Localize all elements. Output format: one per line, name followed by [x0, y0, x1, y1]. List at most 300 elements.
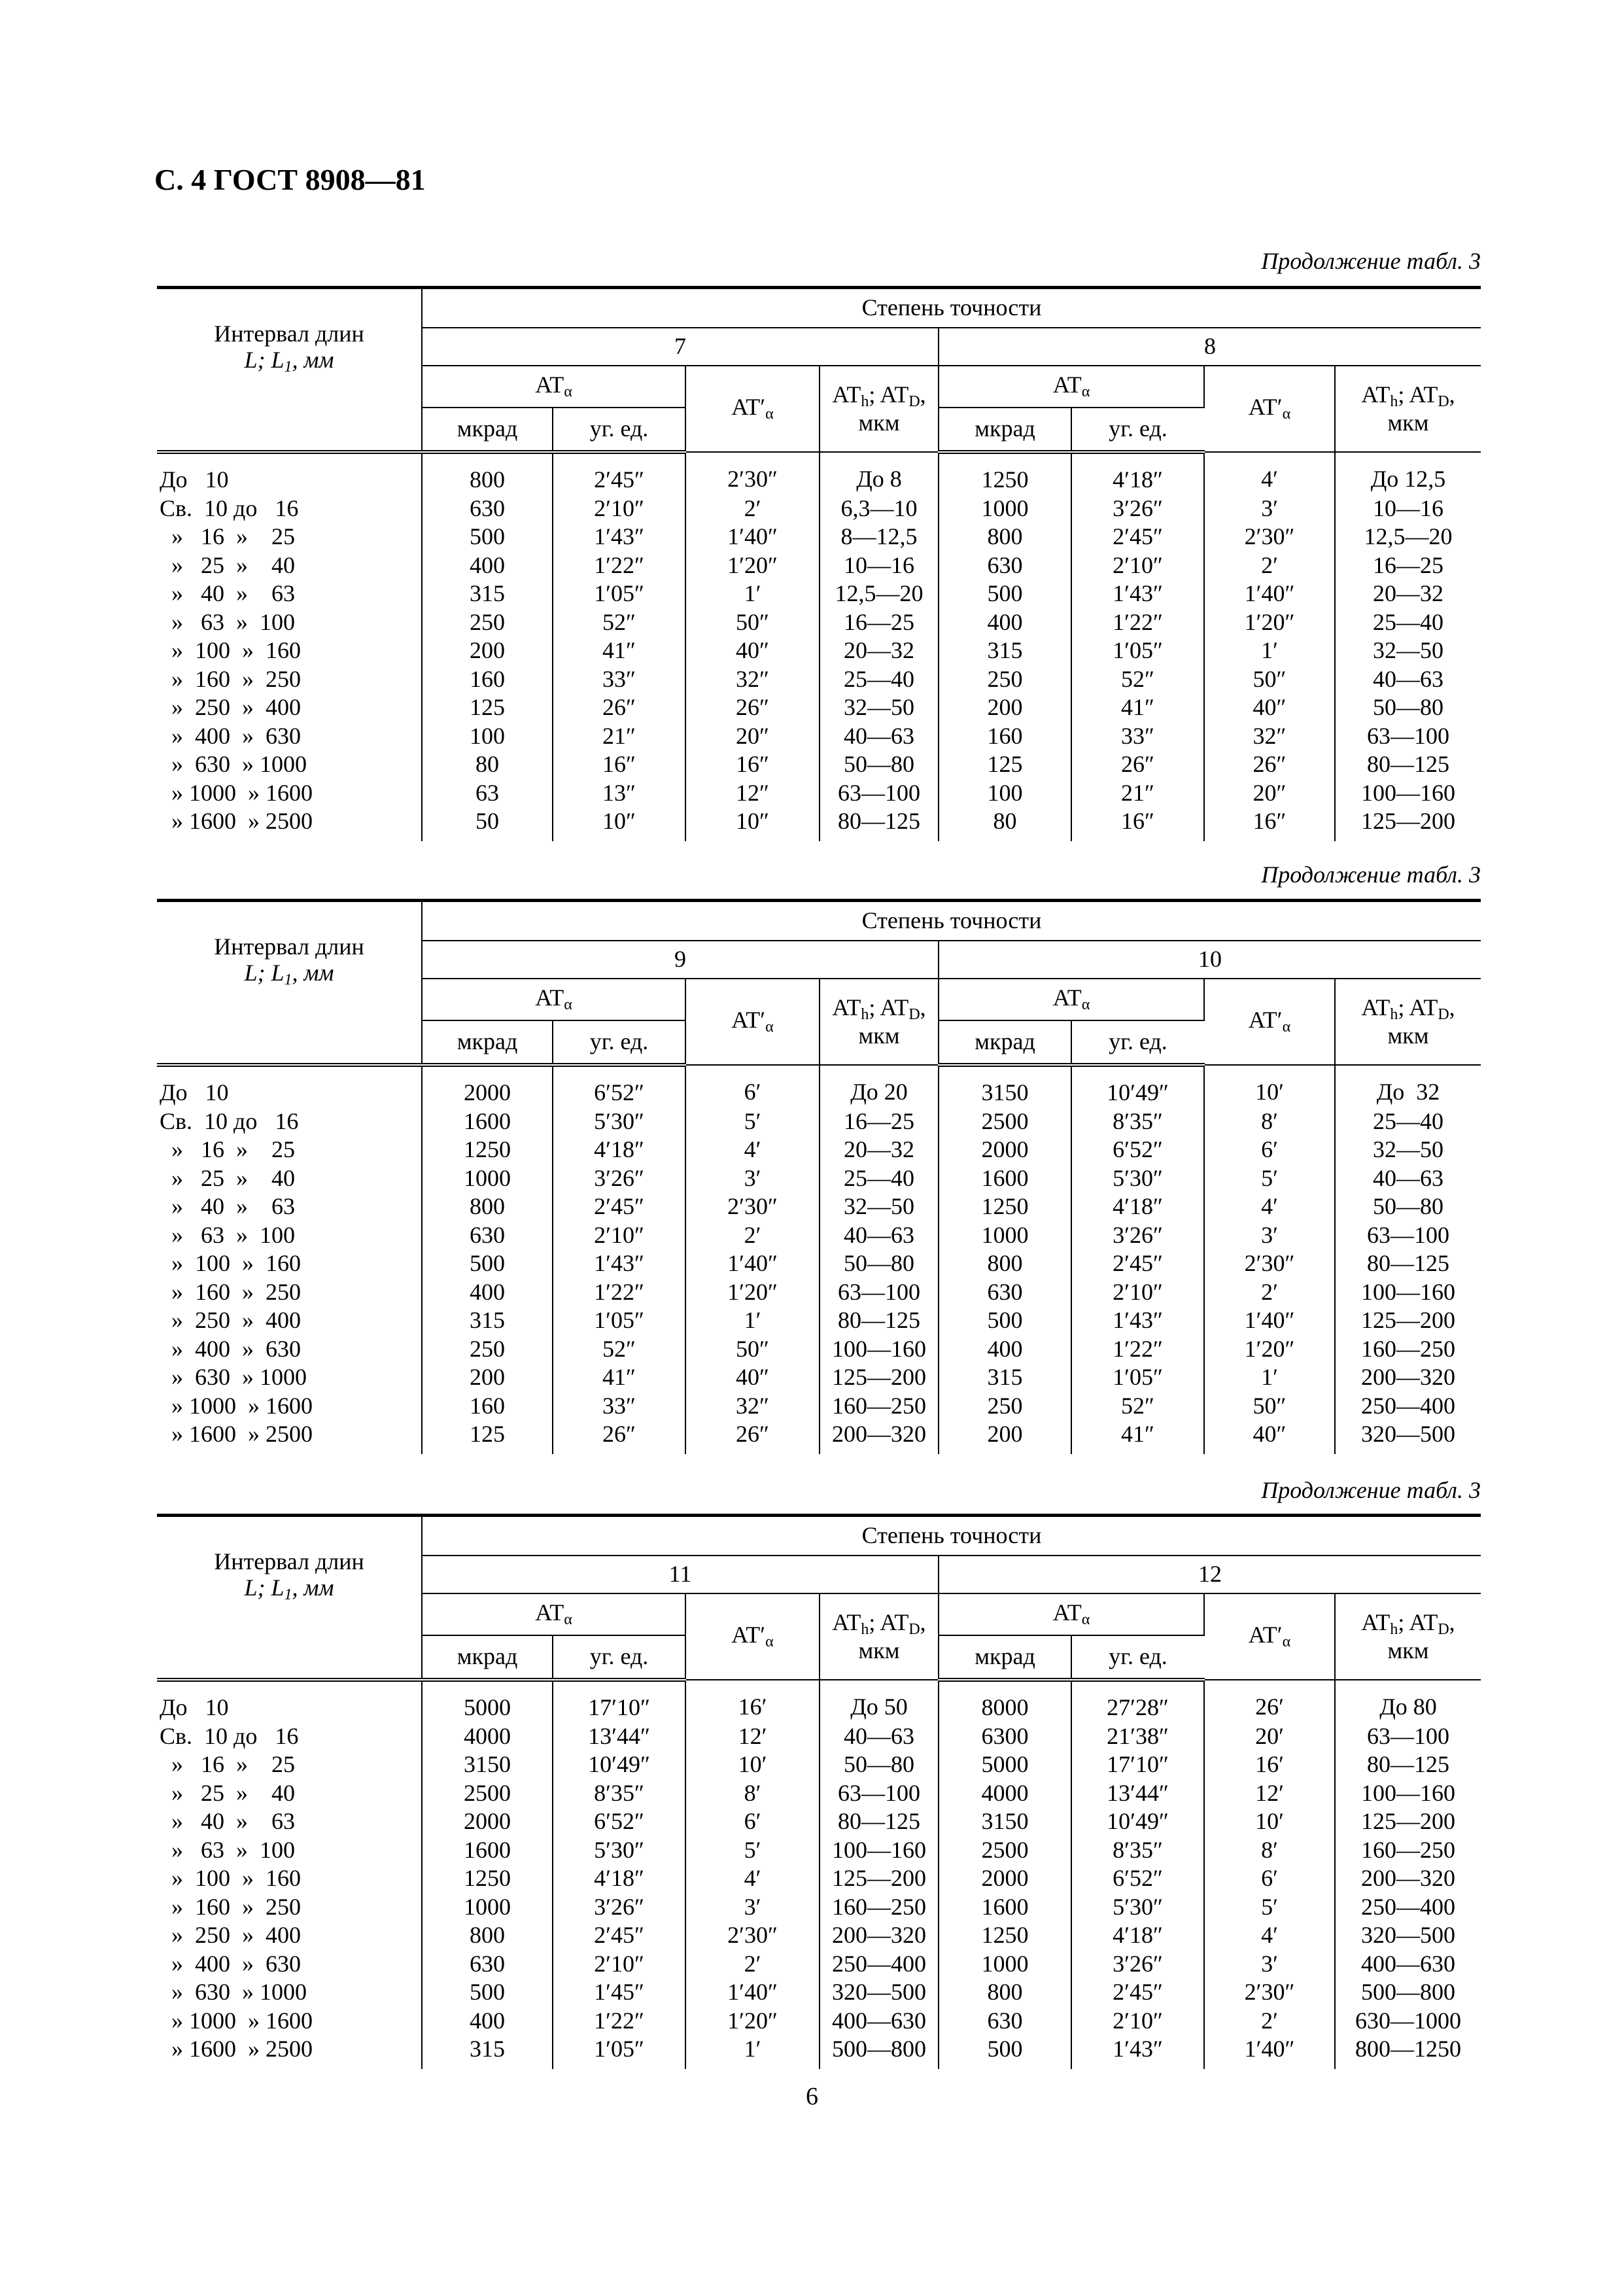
page-header: С. 4 ГОСТ 8908—81	[154, 163, 426, 196]
mkrad-cell: 3150	[422, 1750, 553, 1779]
table-row	[157, 1221, 1481, 1250]
mkrad-cell: 400	[422, 551, 553, 580]
table-row	[157, 1978, 1481, 2007]
table-row	[157, 1950, 1481, 1979]
table-row	[157, 1335, 1481, 1364]
mkrad-cell: 200	[939, 1420, 1071, 1454]
degree-right: 12	[939, 1556, 1481, 1593]
mkrad-cell: 250	[422, 1335, 553, 1364]
mkrad-cell: 1250	[422, 1864, 553, 1893]
interval-cell: » 16 » 25	[157, 1750, 422, 1779]
ug-ed-cell: 26″	[1071, 750, 1204, 779]
at-h-d-label: $AT_h$; $AT_D$, мкм	[1361, 1609, 1455, 1663]
interval-unit: L; $L_1$, мм	[244, 1574, 334, 1603]
at-h-d-cell: 320—500	[820, 1978, 939, 2007]
at-h-d-cell: 12,5—20	[820, 580, 939, 608]
at-alpha-prime-cell: 2′30″	[1204, 523, 1335, 551]
ug-ed-cell: 2′45″	[1071, 1249, 1204, 1278]
ug-ed-cell: 41″	[553, 636, 685, 665]
mkrad-cell: 800	[939, 523, 1071, 551]
at-h-d-cell: 63—100	[1367, 1722, 1449, 1749]
ug-ed-cell: 6′52″	[553, 1065, 685, 1107]
ug-ed-cell: 2′45″	[1071, 1978, 1204, 2007]
at-h-d-cell: 80—125	[820, 807, 939, 841]
degree-header: Степень точности	[422, 288, 1481, 328]
ug-ed-cell: 1′43″	[1071, 580, 1204, 608]
ug-ed-cell: 6′52″	[1071, 1864, 1204, 1893]
ug-ed-cell: 6′52″	[1071, 1136, 1204, 1164]
at-h-d-cell: 320—500	[1361, 1922, 1455, 1948]
table-row	[157, 1249, 1481, 1278]
at-h-d-cell: 6,3—10	[820, 495, 939, 523]
table-row	[157, 636, 1481, 665]
ug-ed-cell: 13′44″	[553, 1722, 685, 1751]
at-alpha-prime-cell: 3′	[1204, 1221, 1335, 1250]
at-alpha-prime-label: $AT'_\alpha$	[1248, 1622, 1291, 1651]
at-alpha-prime-cell: 32″	[685, 665, 820, 694]
ug-ed-cell: 3′26″	[1071, 1950, 1204, 1979]
interval-cell: Св. 10 до 16	[157, 495, 422, 523]
ug-ed-cell: 1′43″	[553, 523, 685, 551]
interval-cell: » 100 » 160	[157, 636, 422, 665]
ug-ed-cell: 5′30″	[1071, 1893, 1204, 1922]
mkrad-header: мкрад	[422, 408, 553, 452]
table-row	[157, 1893, 1481, 1922]
mkrad-cell: 1000	[939, 1221, 1071, 1250]
table-row	[157, 779, 1481, 808]
at-alpha-prime-cell: 1′40″	[685, 1249, 820, 1278]
ug-ed-cell: 13″	[553, 779, 685, 808]
ug-ed-cell: 13′44″	[1071, 1779, 1204, 1808]
ug-ed-cell: 1′43″	[553, 1249, 685, 1278]
table-row	[157, 1921, 1481, 1950]
at-h-d-cell: 63—100	[820, 1278, 939, 1307]
mkrad-header: мкрад	[422, 1635, 553, 1680]
at-h-d-cell: 125—200	[1361, 1808, 1455, 1834]
mkrad-cell: 1250	[939, 452, 1071, 495]
ug-ed-header: уг. ед.	[553, 1635, 685, 1680]
at-h-d-cell: 160—250	[1361, 1836, 1455, 1863]
ug-ed-cell: 4′18″	[1071, 1192, 1204, 1221]
ug-ed-cell: 4′18″	[1071, 452, 1204, 495]
mkrad-cell: 125	[939, 750, 1071, 779]
table-row	[157, 1807, 1481, 1836]
at-alpha-label: $AT_\alpha$	[535, 372, 572, 401]
at-alpha-prime-cell: 16″	[1204, 807, 1335, 841]
interval-cell: » 630 » 1000	[157, 1363, 422, 1392]
mkrad-cell: 5000	[422, 1680, 553, 1722]
mkrad-header: мкрад	[939, 1635, 1071, 1680]
ug-ed-cell: 3′26″	[1071, 495, 1204, 523]
at-h-d-label: $AT_h$; $AT_D$, мкм	[1361, 381, 1455, 436]
mkrad-cell: 500	[939, 2035, 1071, 2069]
ug-ed-cell: 10′49″	[1071, 1807, 1204, 1836]
table-row	[157, 693, 1481, 722]
at-alpha-prime-cell: 3′	[685, 1893, 820, 1922]
ug-ed-cell: 41″	[553, 1363, 685, 1392]
at-alpha-prime-label: $AT'_\alpha$	[1248, 394, 1291, 423]
ug-ed-cell: 5′30″	[553, 1107, 685, 1136]
ug-ed-cell: 17′10″	[1071, 1750, 1204, 1779]
mkrad-cell: 63	[422, 779, 553, 808]
interval-header: Интервал длин L; $L_1$, мм	[157, 901, 422, 1021]
mkrad-cell: 630	[939, 551, 1071, 580]
ug-ed-cell: 16″	[553, 750, 685, 779]
at-alpha-prime-cell: 10′	[1204, 1807, 1335, 1836]
at-h-d-cell: 50—80	[820, 750, 939, 779]
at-alpha-prime-cell: 10′	[1204, 1065, 1335, 1107]
table-row	[157, 551, 1481, 580]
ug-ed-cell: 3′26″	[553, 1893, 685, 1922]
ug-ed-cell: 5′30″	[1071, 1164, 1204, 1193]
mkrad-cell: 400	[422, 2007, 553, 2036]
ug-ed-cell: 27′28″	[1071, 1680, 1204, 1722]
at-h-d-label: $AT_h$; $AT_D$, мкм	[832, 1609, 926, 1663]
table-row	[157, 608, 1481, 637]
ug-ed-cell: 1′05″	[553, 1306, 685, 1335]
at-h-d-cell: 200—320	[820, 1420, 939, 1454]
at-alpha-prime-cell: 12″	[685, 779, 820, 808]
at-alpha-prime-cell: 1′	[685, 2035, 820, 2069]
mkrad-cell: 4000	[939, 1779, 1071, 1808]
mkrad-cell: 630	[939, 2007, 1071, 2036]
at-alpha-prime-cell: 10″	[685, 807, 820, 841]
at-h-d-label: $AT_h$; $AT_D$, мкм	[832, 381, 926, 436]
at-h-d-cell: 400—630	[820, 2007, 939, 2036]
interval-cell: » 630 » 1000	[157, 1978, 422, 2007]
mkrad-cell: 400	[939, 608, 1071, 637]
at-alpha-prime-cell: 40″	[1204, 693, 1335, 722]
at-h-d-cell: 125—200	[1361, 1307, 1455, 1333]
mkrad-cell: 1250	[939, 1192, 1071, 1221]
tolerance-table	[157, 899, 1481, 1454]
mkrad-cell: 100	[422, 722, 553, 751]
mkrad-cell: 3150	[939, 1807, 1071, 1836]
at-alpha-prime-label: $AT'_\alpha$	[731, 1622, 774, 1651]
at-h-d-cell: 160—250	[820, 1893, 939, 1922]
mkrad-cell: 1000	[422, 1164, 553, 1193]
mkrad-cell: 630	[939, 1278, 1071, 1307]
at-h-d-cell: 10—16	[1373, 495, 1443, 521]
at-h-d-cell: 100—160	[1361, 1779, 1455, 1806]
interval-cell: » 16 » 25	[157, 1136, 422, 1164]
at-alpha-prime-cell: 50″	[1204, 665, 1335, 694]
table-row	[157, 1278, 1481, 1307]
interval-cell: Св. 10 до 16	[157, 1107, 422, 1136]
at-alpha-prime-cell: 12′	[685, 1722, 820, 1751]
ug-ed-cell: 52″	[553, 608, 685, 637]
ug-ed-cell: 1′05″	[1071, 636, 1204, 665]
degree-right: 10	[939, 941, 1481, 979]
at-h-d-cell: 40—63	[820, 1221, 939, 1250]
interval-cell: » 63 » 100	[157, 1836, 422, 1865]
mkrad-cell: 315	[422, 580, 553, 608]
interval-cell: » 40 » 63	[157, 580, 422, 608]
at-h-d-cell: 50—80	[1373, 694, 1443, 720]
at-alpha-prime-cell: 4′	[685, 1864, 820, 1893]
ug-ed-cell: 21′38″	[1071, 1722, 1204, 1751]
at-alpha-prime-cell: 20″	[685, 722, 820, 751]
at-alpha-prime-cell: 26′	[1204, 1680, 1335, 1722]
table-row	[157, 1680, 1481, 1722]
ug-ed-cell: 2′45″	[553, 452, 685, 495]
at-h-d-cell: 20—32	[1373, 580, 1443, 606]
at-alpha-prime-cell: 2′30″	[685, 1921, 820, 1950]
at-h-d-cell: 200—320	[1361, 1865, 1455, 1891]
at-alpha-prime-cell: 20″	[1204, 779, 1335, 808]
interval-cell: » 400 » 630	[157, 722, 422, 751]
mkrad-cell: 800	[422, 1921, 553, 1950]
ug-ed-cell: 16″	[1071, 807, 1204, 841]
table-row	[157, 1722, 1481, 1751]
at-alpha-prime-cell: 1′40″	[1204, 580, 1335, 608]
at-alpha-prime-cell: 2′30″	[685, 452, 820, 495]
at-alpha-prime-cell: 2′30″	[1204, 1249, 1335, 1278]
at-h-d-cell: 80—125	[820, 1807, 939, 1836]
ug-ed-cell: 4′18″	[1071, 1921, 1204, 1950]
mkrad-cell: 125	[422, 1420, 553, 1454]
at-alpha-prime-cell: 2′30″	[685, 1192, 820, 1221]
at-alpha-prime-cell: 32″	[685, 1392, 820, 1421]
table-row	[157, 1065, 1481, 1107]
table-row	[157, 665, 1481, 694]
table-row	[157, 452, 1481, 495]
mkrad-cell: 2000	[422, 1807, 553, 1836]
ug-ed-cell: 33″	[1071, 722, 1204, 751]
mkrad-cell: 250	[939, 1392, 1071, 1421]
ug-ed-cell: 1′22″	[1071, 1335, 1204, 1364]
ug-ed-cell: 2′10″	[553, 1221, 685, 1250]
at-h-d-cell: 63—100	[820, 779, 939, 808]
at-h-d-cell: 100—160	[1361, 779, 1455, 806]
ug-ed-cell: 8′35″	[553, 1779, 685, 1808]
at-h-d-cell: 20—32	[820, 636, 939, 665]
mkrad-cell: 200	[422, 636, 553, 665]
at-h-d-cell: 160—250	[820, 1392, 939, 1421]
at-alpha-prime-cell: 4′	[685, 1136, 820, 1164]
mkrad-cell: 315	[422, 1306, 553, 1335]
mkrad-cell: 2500	[939, 1107, 1071, 1136]
mkrad-cell: 160	[939, 722, 1071, 751]
at-h-d-cell: 25—40	[820, 1164, 939, 1193]
ug-ed-cell: 1′43″	[1071, 2035, 1204, 2069]
table-row	[157, 807, 1481, 841]
ug-ed-cell: 1′45″	[553, 1978, 685, 2007]
at-alpha-prime-cell: 26″	[1204, 750, 1335, 779]
table-row	[157, 1192, 1481, 1221]
interval-header: Интервал длин L; $L_1$, мм	[157, 1516, 422, 1636]
at-h-d-cell: 500—800	[820, 2035, 939, 2069]
table-row	[157, 1164, 1481, 1193]
degree-left: 7	[422, 328, 939, 366]
at-alpha-prime-cell: 2′	[1204, 2007, 1335, 2036]
mkrad-cell: 1000	[939, 1950, 1071, 1979]
at-h-d-cell: До 8	[820, 452, 939, 495]
mkrad-cell: 1600	[939, 1893, 1071, 1922]
mkrad-cell: 630	[422, 1950, 553, 1979]
at-h-d-cell: 400—630	[1361, 1950, 1455, 1977]
at-h-d-cell: 800—1250	[1355, 2036, 1461, 2062]
ug-ed-header: уг. ед.	[553, 1020, 685, 1065]
tolerance-table	[157, 1514, 1481, 2069]
ug-ed-cell: 1′22″	[553, 1278, 685, 1307]
mkrad-cell: 315	[422, 2035, 553, 2069]
at-alpha-prime-cell: 4′	[1204, 452, 1335, 495]
table-row	[157, 580, 1481, 608]
ug-ed-cell: 1′22″	[553, 2007, 685, 2036]
at-alpha-prime-cell: 1′	[685, 580, 820, 608]
interval-unit: L; $L_1$, мм	[244, 959, 334, 988]
table-row	[157, 750, 1481, 779]
table-row	[157, 1107, 1481, 1136]
mkrad-cell: 6300	[939, 1722, 1071, 1751]
at-h-d-cell: 32—50	[1373, 1136, 1443, 1162]
at-h-d-cell: 80—125	[1367, 1751, 1449, 1777]
mkrad-header: мкрад	[422, 1020, 553, 1065]
at-alpha-prime-cell: 3′	[685, 1164, 820, 1193]
at-h-d-cell: 25—40	[820, 665, 939, 694]
at-h-d-label: $AT_h$; $AT_D$, мкм	[832, 994, 926, 1049]
at-alpha-prime-cell: 2′	[1204, 551, 1335, 580]
at-alpha-prime-cell: 12′	[1204, 1779, 1335, 1808]
at-h-d-cell: 40—63	[1373, 1164, 1443, 1191]
mkrad-cell: 400	[422, 1278, 553, 1307]
mkrad-cell: 5000	[939, 1750, 1071, 1779]
at-alpha-prime-cell: 1′40″	[1204, 2035, 1335, 2069]
degree-right: 8	[939, 328, 1481, 366]
at-h-d-cell: 80—125	[1367, 751, 1449, 777]
interval-cell: » 160 » 250	[157, 1893, 422, 1922]
interval-cell: » 250 » 400	[157, 1306, 422, 1335]
at-h-d-label: $AT_h$; $AT_D$, мкм	[1361, 994, 1455, 1049]
at-alpha-prime-cell: 2′	[1204, 1278, 1335, 1307]
at-h-d-cell: 12,5—20	[1364, 523, 1453, 549]
at-h-d-cell: 100—160	[820, 1836, 939, 1865]
interval-cell: » 63 » 100	[157, 1221, 422, 1250]
interval-cell: » 160 » 250	[157, 665, 422, 694]
ug-ed-cell: 33″	[553, 1392, 685, 1421]
at-alpha-prime-cell: 2′	[685, 1950, 820, 1979]
ug-ed-cell: 2′10″	[553, 495, 685, 523]
mkrad-cell: 2000	[422, 1065, 553, 1107]
interval-cell: » 25 » 40	[157, 551, 422, 580]
mkrad-cell: 315	[939, 1363, 1071, 1392]
mkrad-cell: 2500	[939, 1836, 1071, 1865]
at-alpha-prime-cell: 26″	[685, 1420, 820, 1454]
at-h-d-cell: 125—200	[1361, 808, 1455, 834]
ug-ed-cell: 33″	[553, 665, 685, 694]
at-alpha-prime-cell: 26″	[685, 693, 820, 722]
mkrad-cell: 630	[422, 1221, 553, 1250]
interval-cell: » 630 » 1000	[157, 750, 422, 779]
ug-ed-header: уг. ед.	[553, 408, 685, 452]
mkrad-cell: 100	[939, 779, 1071, 808]
at-alpha-prime-cell: 5′	[685, 1836, 820, 1865]
ug-ed-cell: 26″	[553, 1420, 685, 1454]
degree-header: Степень точности	[422, 1516, 1481, 1556]
at-alpha-label: $AT_\alpha$	[1052, 984, 1090, 1014]
mkrad-cell: 1600	[422, 1836, 553, 1865]
at-h-d-cell: 16—25	[820, 1107, 939, 1136]
table-caption: Продолжение табл. 3	[1261, 248, 1481, 274]
mkrad-cell: 500	[422, 1249, 553, 1278]
at-h-d-cell: 50—80	[1373, 1193, 1443, 1219]
table-caption: Продолжение табл. 3	[1261, 861, 1481, 888]
mkrad-cell: 800	[422, 452, 553, 495]
ug-ed-cell: 10′49″	[1071, 1065, 1204, 1107]
mkrad-cell: 80	[422, 750, 553, 779]
tolerance-table	[157, 286, 1481, 841]
interval-cell: До 10	[157, 1680, 422, 1722]
at-alpha-prime-cell: 6′	[1204, 1136, 1335, 1164]
mkrad-cell: 1600	[422, 1107, 553, 1136]
ug-ed-cell: 4′18″	[553, 1864, 685, 1893]
at-alpha-prime-cell: 8′	[685, 1779, 820, 1808]
mkrad-cell: 80	[939, 807, 1071, 841]
mkrad-cell: 1000	[939, 495, 1071, 523]
ug-ed-cell: 41″	[1071, 1420, 1204, 1454]
at-alpha-prime-cell: 5′	[1204, 1893, 1335, 1922]
at-h-d-cell: 250—400	[1361, 1392, 1455, 1419]
at-h-d-cell: 250—400	[1361, 1893, 1455, 1920]
at-alpha-prime-cell: 2′30″	[1204, 1978, 1335, 2007]
at-alpha-prime-cell: 1′20″	[1204, 608, 1335, 637]
mkrad-cell: 2500	[422, 1779, 553, 1808]
at-h-d-cell: До 20	[820, 1065, 939, 1107]
at-alpha-prime-cell: 1′20″	[685, 551, 820, 580]
at-alpha-label: $AT_\alpha$	[1052, 372, 1090, 401]
ug-ed-cell: 3′26″	[1071, 1221, 1204, 1250]
at-alpha-prime-cell: 1′40″	[685, 523, 820, 551]
mkrad-cell: 200	[422, 1363, 553, 1392]
at-h-d-cell: 40—63	[820, 722, 939, 751]
at-alpha-prime-cell: 5′	[685, 1107, 820, 1136]
at-alpha-prime-cell: 50″	[1204, 1392, 1335, 1421]
ug-ed-cell: 2′10″	[1071, 1278, 1204, 1307]
page-number: 6	[806, 2083, 818, 2110]
at-alpha-prime-cell: 16″	[685, 750, 820, 779]
mkrad-cell: 500	[422, 1978, 553, 2007]
at-alpha-prime-cell: 1′20″	[685, 1278, 820, 1307]
ug-ed-cell: 52″	[553, 1335, 685, 1364]
table-row	[157, 495, 1481, 523]
interval-cell: » 400 » 630	[157, 1335, 422, 1364]
ug-ed-cell: 5′30″	[553, 1836, 685, 1865]
at-alpha-prime-cell: 3′	[1204, 1950, 1335, 1979]
at-alpha-prime-cell: 16′	[685, 1680, 820, 1722]
table-row	[157, 1306, 1481, 1335]
mkrad-cell: 800	[939, 1978, 1071, 2007]
interval-header: Интервал длин L; $L_1$, мм	[157, 288, 422, 408]
at-alpha-prime-cell: 2′	[685, 495, 820, 523]
table-row	[157, 2007, 1481, 2036]
mkrad-header: мкрад	[939, 408, 1071, 452]
at-alpha-prime-cell: 40″	[1204, 1420, 1335, 1454]
mkrad-cell: 3150	[939, 1065, 1071, 1107]
mkrad-cell: 4000	[422, 1722, 553, 1751]
mkrad-cell: 1250	[422, 1136, 553, 1164]
ug-ed-cell: 1′05″	[553, 2035, 685, 2069]
at-h-d-cell: 32—50	[820, 1192, 939, 1221]
ug-ed-cell: 1′22″	[1071, 608, 1204, 637]
mkrad-cell: 250	[422, 608, 553, 637]
at-h-d-cell: 160—250	[1361, 1335, 1455, 1362]
mkrad-cell: 500	[939, 580, 1071, 608]
interval-cell: » 250 » 400	[157, 1921, 422, 1950]
ug-ed-cell: 2′45″	[553, 1192, 685, 1221]
at-alpha-prime-cell: 32″	[1204, 722, 1335, 751]
mkrad-cell: 1000	[422, 1893, 553, 1922]
